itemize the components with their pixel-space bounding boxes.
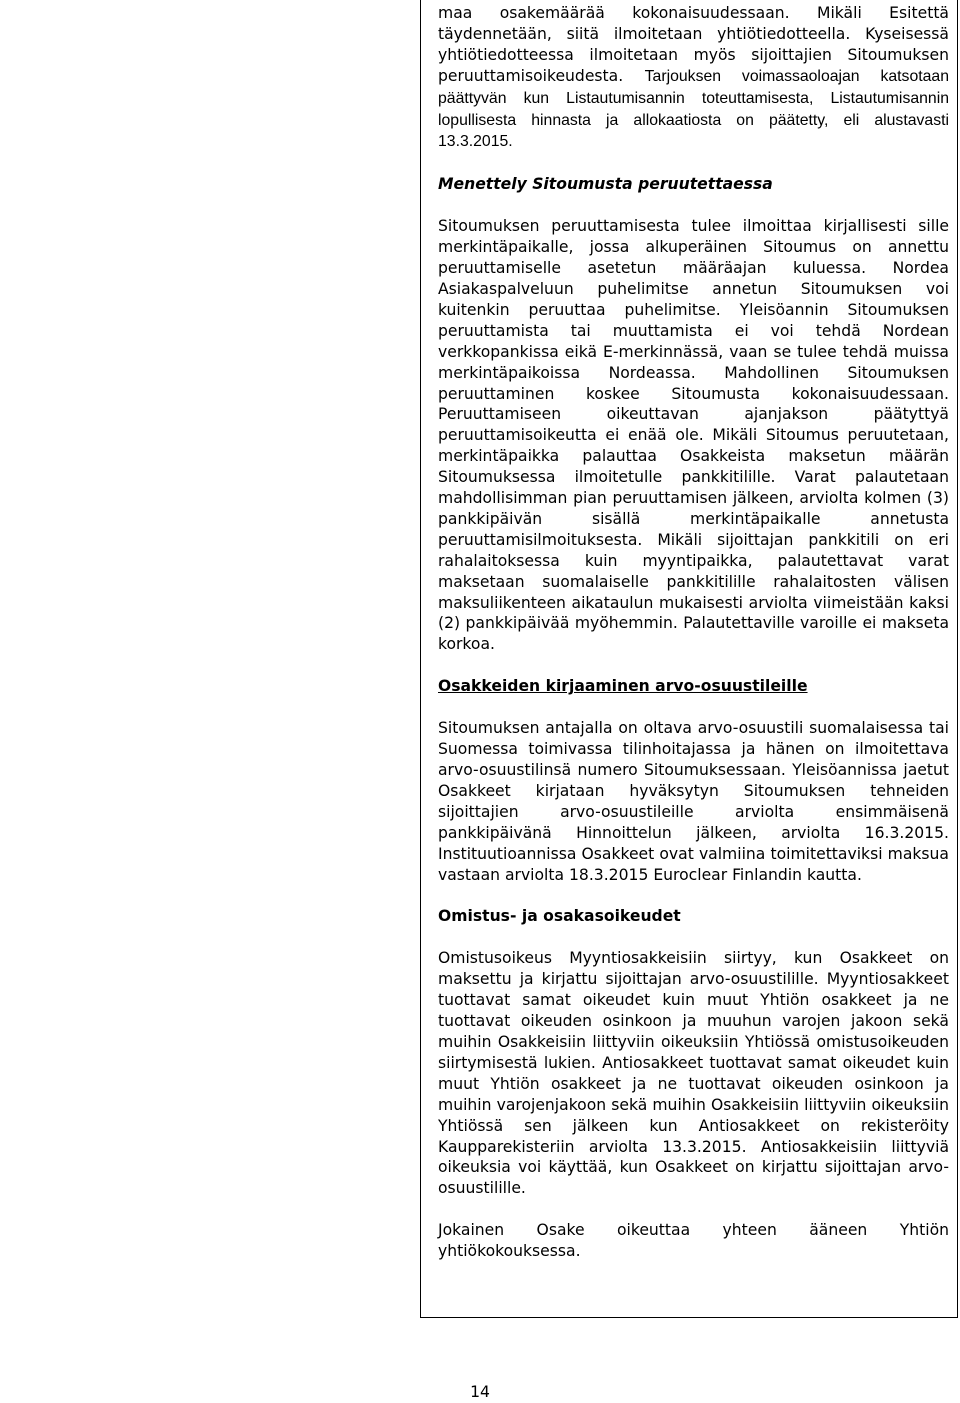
section-heading-book-entry: Osakkeiden kirjaaminen arvo-osuustileille — [438, 677, 808, 696]
section-heading-cancellation: Menettely Sitoumusta peruutettaessa — [438, 175, 773, 194]
page-content — [438, 0, 949, 1262]
intro-paragraph — [438, 3, 949, 153]
intro-text-part2: Tarjouksen voimassaoloajan katsotaan päättyvän kun Listautumisannin toteuttamisesta, Listautumisannin lopullisesta hinnasta ja allokaatiosta on päätetty, eli alustavasti 13.3.2015. — [438, 67, 949, 151]
section-body-cancellation: Sitoumuksen peruuttamisesta tulee ilmoittaa kirjallisesti sille merkintäpaikalle, jossa alkuperäinen Sitoumus on annettu peruuttamiselle asetetun määräajan kuluessa. Nordea Asiakaspalveluun puhelimitse annetun Sitoumuksen voi kuitenkin peruuttaa puhelimitse. Yleisöannin Sitoumuksen peruuttamista tai muuttamista ei voi tehdä Nordean verkkopankissa eikä E-merkinnässä, vaan se tulee tehdä muissa merkintäpaikoissa Nordeassa. Mahdollinen Sitoumuksen peruuttaminen koskee Sitoumusta kokonaisuudessaan. Peruuttamiseen oikeuttavan ajanjakson päätyttyä peruuttamisoikeutta ei enää ole. Mikäli Sitoumus peruutetaan, merkintäpaikka palauttaa Osakkeista maksetun määrän Sitoumuksessa ilmoitetulle pankkitilille. Varat palautetaan mahdollisimman pian peruuttamisen jälkeen, arviolta kolmen (3) pankkipäivän sisällä merkintäpaikalle annetusta peruuttamisilmoituksesta. Mikäli sijoittajan pankkitili on eri rahalaitoksessa kuin myyntipaikka, palautettavat varat maksetaan suomalaiselle pankkitilille rahalaitosten välisen maksuliikenteen aikataulun mukaisesti arviolta viimeistään kaksi (2) pankkipäivää myöhemmin. Palautettaville varoille ei makseta korkoa. — [438, 217, 949, 654]
section-body-ownership: Omistusoikeus Myyntiosakkeisiin siirtyy, kun Osakkeet on maksettu ja kirjattu sijoittajan arvo-osuustilille. Myyntiosakkeet tuottavat samat oikeudet kuin muut Yhtiön osakkeet ja ne tuottavat oikeuden osinkoon ja muuhun varojen jakoon sekä muihin Osakkeisiin liittyviin oikeuksiin Yhtiössä omistusoikeuden siirtymisestä lukien. Antiosakkeet tuottavat samat oikeudet kuin muut Yhtiön osakkeet ja ne tuottavat oikeuden osinkoon ja muihin varojenjakoon sekä muihin Osakkeisiin liittyviin oikeuksiin Yhtiössä sen jälkeen kun Antiosakkeet on rekisteröity Kaupparekisteriin arviolta 13.3.2015. Antiosakkeisiin liittyviä oikeuksia voi käyttää, kun Osakkeet on kirjattu sijoittajan arvo-osuustilille. — [438, 949, 949, 1198]
section-heading-ownership: Omistus- ja osakasoikeudet — [438, 907, 681, 926]
page-number: 14 — [470, 1383, 490, 1401]
intro-text-part1: maa osakemäärää kokonaisuudessaan. Mikäli Esitettä täydennetään, siitä ilmoitetaan yhtiötiedotteella. Kyseisessä yhtiötiedotteessa ilmoitetaan myös sijoittajien Sitoumuksen peruuttamisoikeudesta. — [438, 4, 949, 85]
section-body-book-entry: Sitoumuksen antajalla on oltava arvo-osuustili suomalaisessa tai Suomessa toimivassa tilinhoitajassa ja hänen on ilmoitettava arvo-osuustilinsä numero Sitoumuksessaan. Yleisöannissa jaetut Osakkeet kirjataan hyväksytyn Sitoumuksen tehneiden sijoittajien arvo-osuustileille arviolta ensimmäisenä pankkipäivänä Hinnoittelun jälkeen, arviolta 16.3.2015. Instituutioannissa Osakkeet ovat valmiina toimitettaviksi maksua vastaan arviolta 18.3.2015 Euroclear Finlandin kautta. — [438, 719, 949, 884]
section-body-voting: Jokainen Osake oikeuttaa yhteen ääneen Yhtiön yhtiökokouksessa. — [438, 1221, 949, 1261]
